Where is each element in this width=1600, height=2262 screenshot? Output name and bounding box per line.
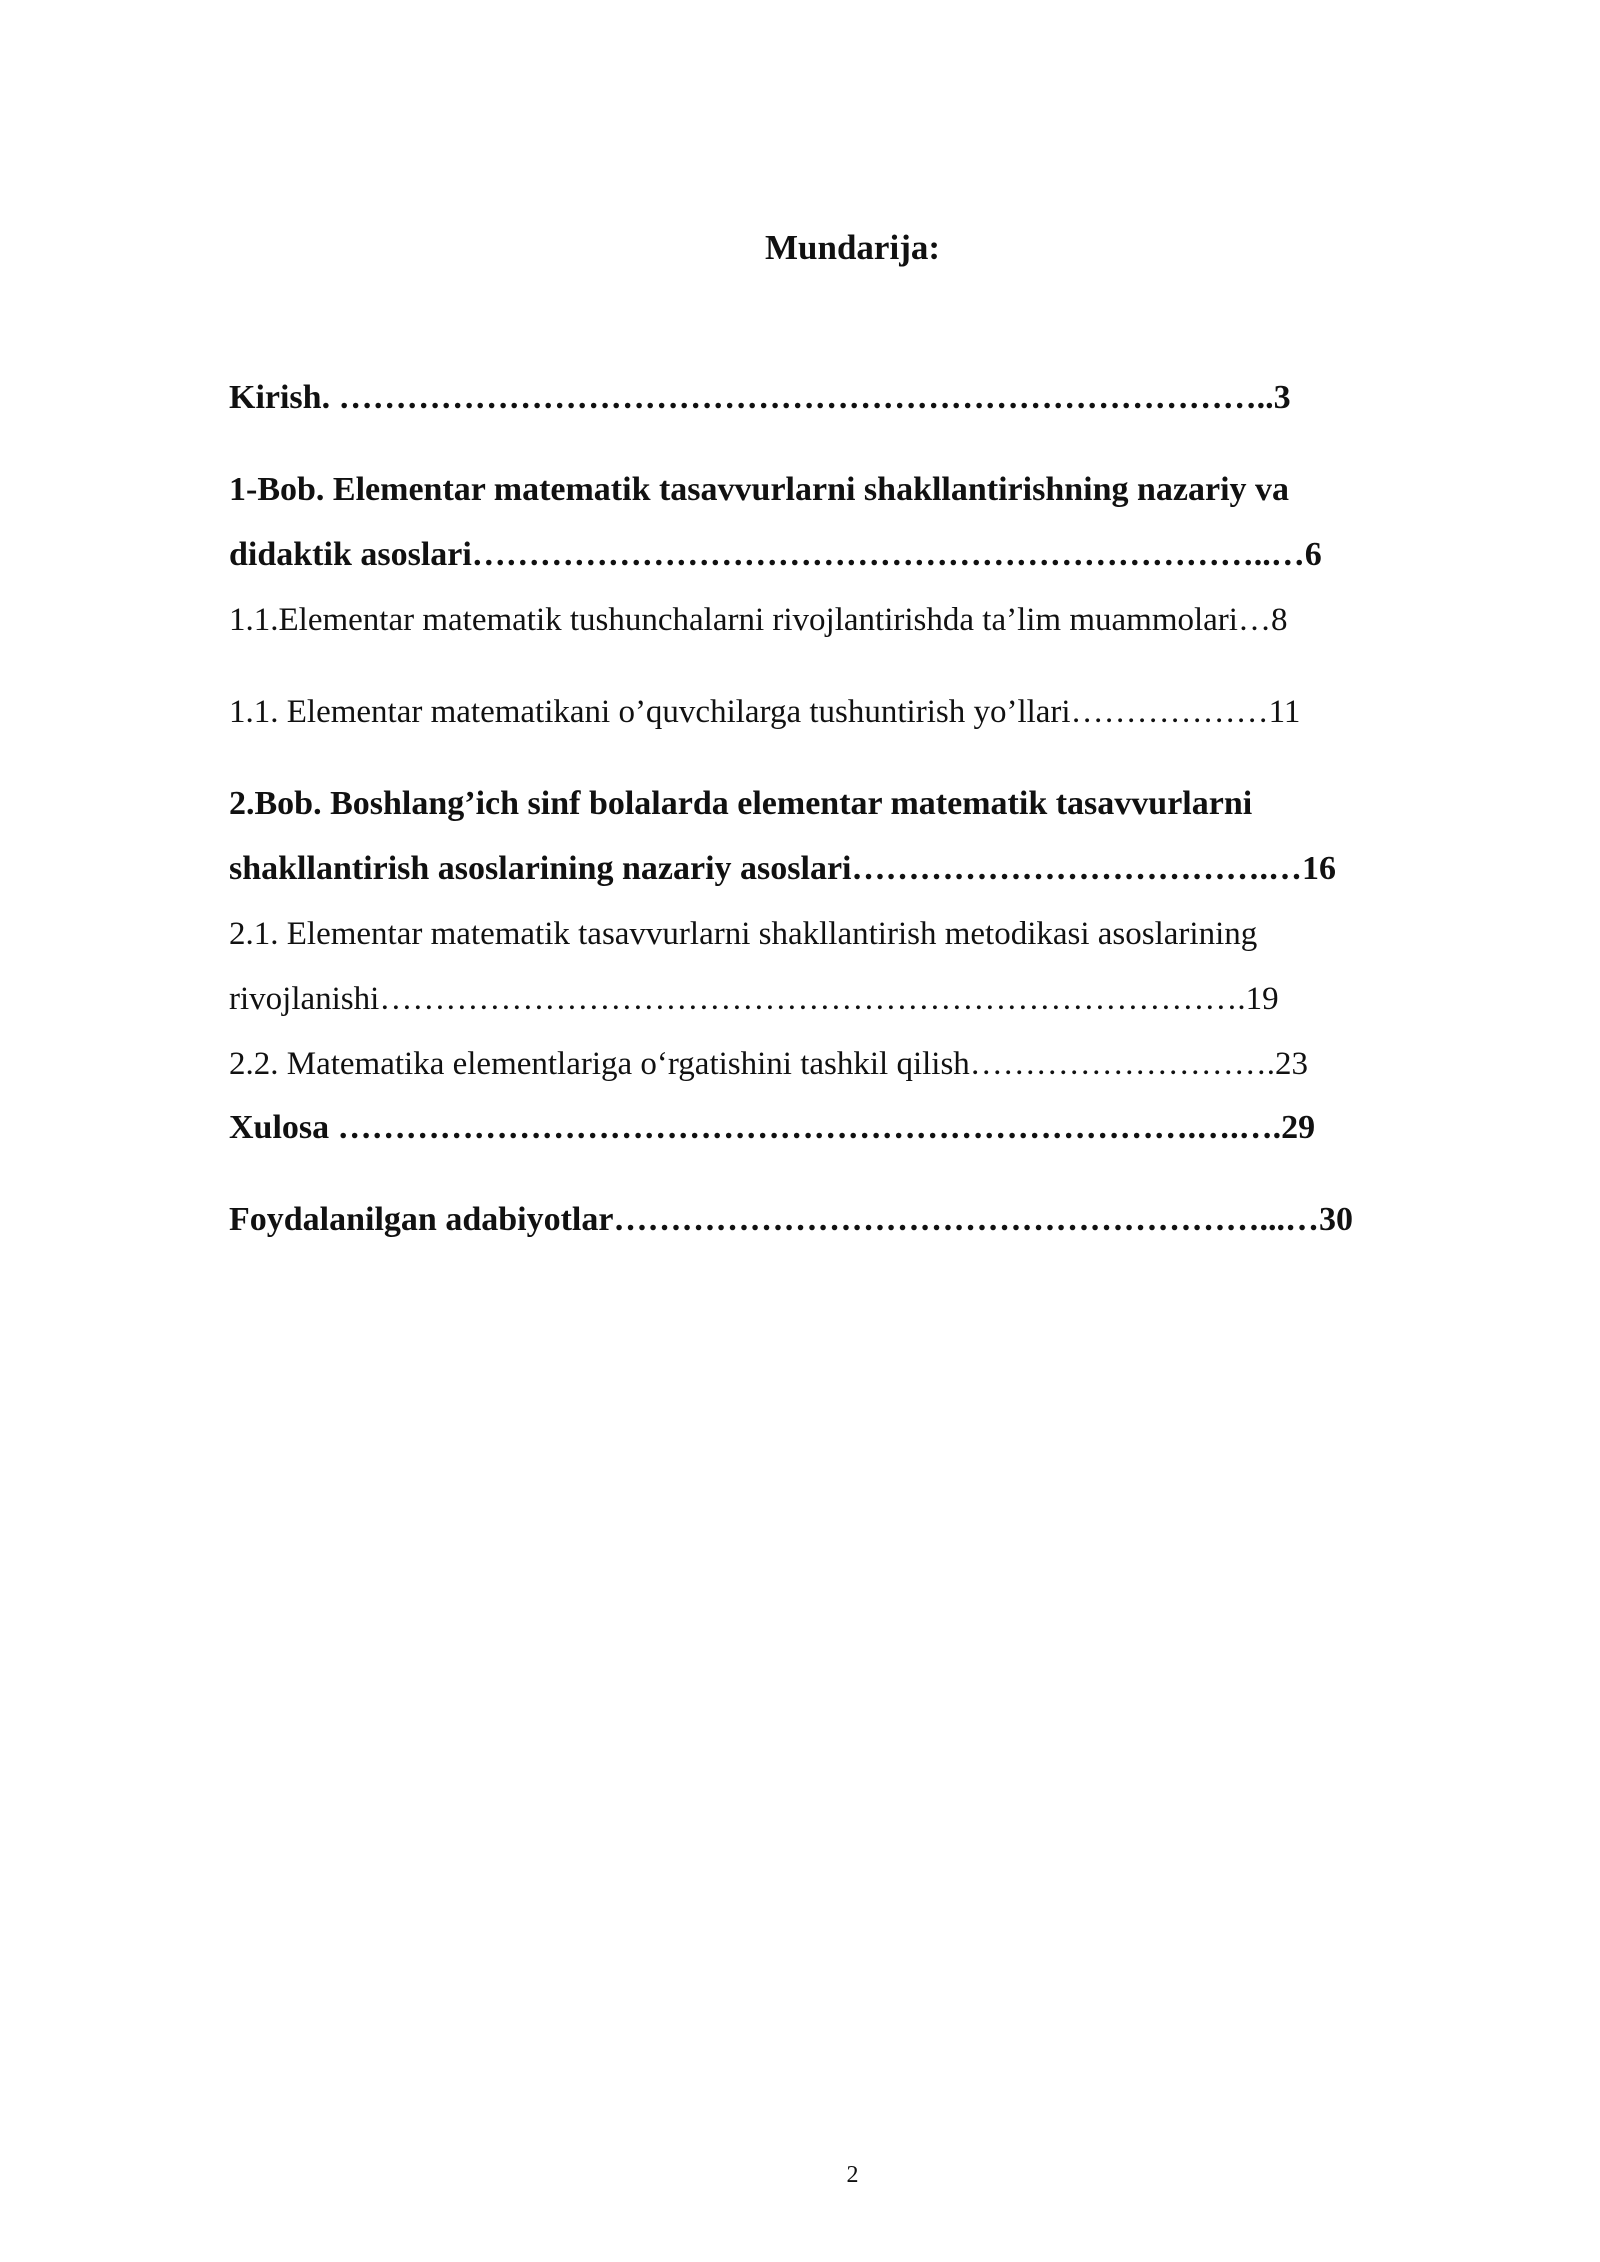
toc-entry-kirish: Kirish. ………………………………………………………………………..3 xyxy=(229,379,1291,416)
toc-entry-chapter-2-line-2: shakllantirish asoslarining nazariy asoslari……………………………….…16 xyxy=(229,850,1336,887)
toc-entry-section-1-1: 1.1.Elementar matematik tushunchalarni rivojlantirishda ta’lim muammolari…8 xyxy=(229,602,1288,638)
toc-title: Mundarija: xyxy=(765,228,940,267)
toc-entry-references: Foydalanilgan adabiyotlar…………………………………………………...…30 xyxy=(229,1201,1353,1238)
toc-entry-section-1-1-b: 1.1. Elementar matematikani o’quvchilarga tushuntirish yo’llari………………11 xyxy=(229,694,1301,730)
toc-entry-chapter-1-line-1: 1-Bob. Elementar matematik tasavvurlarni shakllantirishning nazariy va xyxy=(229,471,1290,508)
page-number: 2 xyxy=(846,2162,859,2188)
toc-entry-chapter-2-line-1: 2.Bob. Boshlang’ich sinf bolalarda elementar matematik tasavvurlarni xyxy=(229,785,1253,822)
toc-entry-xulosa: Xulosa ………………………………………………………………….….….29 xyxy=(229,1109,1316,1146)
toc-entry-section-2-1-line-2: rivojlanishi…………………………………………………………………….19 xyxy=(229,981,1279,1017)
toc-entry-section-2-1-line-1: 2.1. Elementar matematik tasavvurlarni shakllantirish metodikasi asoslarining xyxy=(229,916,1258,952)
toc-entry-chapter-1-line-2: didaktik asoslari……………………………………………………………..…6 xyxy=(229,536,1322,573)
toc-entry-section-2-2: 2.2. Matematika elementlariga o‘rgatishini tashkil qilish……………………….23 xyxy=(229,1046,1309,1082)
